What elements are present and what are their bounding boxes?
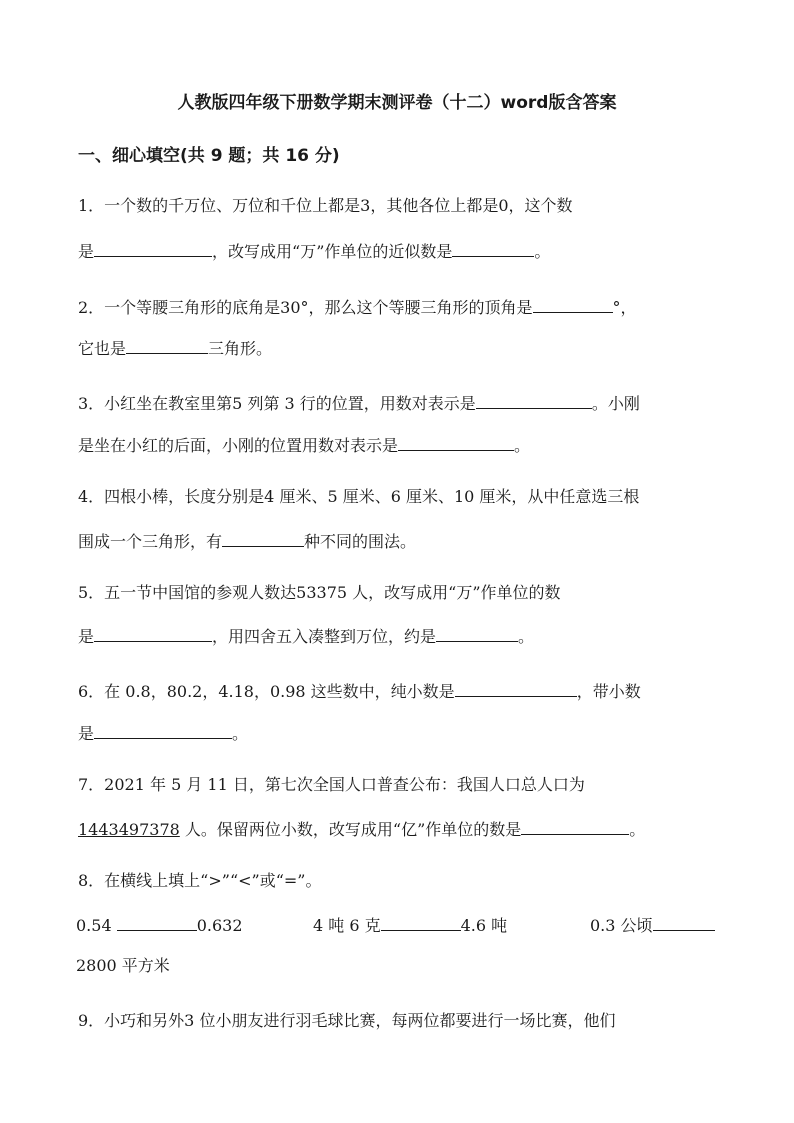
question-7-text: 7．2021 年 5 月 11 日，第七次全国人口普查公布：我国人口总人口为	[78, 775, 585, 794]
comparison-left: 0.54	[76, 916, 117, 935]
question-8-text: 8．在横线上填上“>”“<”或“=”。	[78, 871, 322, 890]
question-1-line-2	[78, 238, 738, 263]
answer-blank[interactable]	[452, 238, 534, 257]
question-6-text: ，带小数	[576, 682, 641, 701]
answer-blank[interactable]	[94, 623, 212, 642]
question-2-text: °，	[612, 298, 637, 317]
question-6-line-2	[78, 720, 738, 745]
question-5-text: 是	[78, 627, 95, 646]
answer-blank[interactable]	[381, 912, 461, 931]
comparison-left: 4 吨 6 克	[313, 916, 381, 935]
question-6-text: 。	[232, 724, 249, 743]
question-5-text: 5．五一节中国馆的参观人数达53375 人，改写成用“万”作单位的数	[78, 583, 561, 602]
question-6-text: 6．在 0.8，80.2，4.18，0.98 这些数中，纯小数是	[78, 682, 455, 701]
comparison-2	[313, 912, 507, 937]
question-1-text: ，改写成用“万”作单位的近似数是	[212, 242, 453, 261]
population-number: 1443497378	[78, 820, 180, 839]
comparison-left: 0.3 公顷	[590, 916, 653, 935]
question-3-line-1	[78, 390, 738, 415]
question-5-line-2	[78, 623, 738, 648]
question-4-text: 种不同的围法。	[304, 532, 417, 551]
comparison-right: 4.6 吨	[460, 916, 508, 935]
question-8-line-1	[78, 870, 738, 892]
question-6-line-1	[78, 678, 738, 703]
question-5-line-1	[78, 582, 738, 604]
answer-blank[interactable]	[94, 720, 232, 739]
question-3-text: 3．小红坐在教室里第5 列第 3 行的位置，用数对表示是	[78, 394, 476, 413]
question-3-text: 。	[514, 436, 531, 455]
question-7-text: 。	[629, 820, 646, 839]
question-2-line-1	[78, 294, 738, 319]
question-9-line-1	[78, 1010, 738, 1032]
question-2-text: 2．一个等腰三角形的底角是30°，那么这个等腰三角形的顶角是	[78, 298, 533, 317]
question-2-text: 它也是	[78, 339, 127, 358]
page-title: 人教版四年级下册数学期末测评卷（十二）word版含答案	[177, 93, 617, 113]
question-1-text: 1．一个数的千万位、万位和千位上都是3，其他各位上都是0，这个数	[78, 196, 573, 215]
question-6-text: 是	[78, 724, 95, 743]
answer-blank[interactable]	[94, 238, 212, 257]
comparison-right: 0.632	[196, 916, 243, 935]
question-2-text: 三角形。	[208, 339, 273, 358]
question-2-line-2	[78, 335, 738, 360]
question-4-text: 围成一个三角形，有	[78, 532, 223, 551]
question-4-text: 4．四根小棒，长度分别是4 厘米、5 厘米、6 厘米、10 厘米，从中任意选三根	[78, 487, 640, 506]
question-3-line-2	[78, 432, 738, 457]
comparison-1	[76, 912, 243, 937]
comparison-3-right: 2800 平方米	[76, 956, 170, 975]
question-1-line-1	[78, 195, 738, 217]
question-3-text: 。小刚	[591, 394, 640, 413]
answer-blank[interactable]	[533, 294, 613, 313]
answer-blank[interactable]	[653, 912, 715, 931]
answer-blank[interactable]	[222, 528, 304, 547]
question-7-line-2	[78, 816, 738, 841]
question-7-line-1	[78, 774, 738, 796]
answer-blank[interactable]	[398, 432, 514, 451]
question-9-text: 9．小巧和另外3 位小朋友进行羽毛球比赛，每两位都要进行一场比赛，他们	[78, 1011, 616, 1030]
question-3-text: 是坐在小红的后面，小刚的位置用数对表示是	[78, 436, 399, 455]
answer-blank[interactable]	[455, 678, 577, 697]
answer-blank[interactable]	[126, 335, 208, 354]
question-4-line-1	[78, 486, 738, 508]
answer-blank[interactable]	[117, 912, 197, 931]
question-4-line-2	[78, 528, 738, 553]
question-7-text: 人。保留两位小数，改写成用“亿”作单位的数是	[179, 820, 522, 839]
question-5-text: ，用四舍五入凑整到万位，约是	[212, 627, 437, 646]
question-1-text: 。	[534, 242, 551, 261]
question-5-text: 。	[518, 627, 535, 646]
section-heading: 一、细心填空(共 9 题；共 16 分)	[78, 146, 340, 166]
answer-blank[interactable]	[521, 816, 629, 835]
question-1-text: 是	[78, 242, 95, 261]
answer-blank[interactable]	[436, 623, 518, 642]
answer-blank[interactable]	[476, 390, 592, 409]
comparison-3	[590, 912, 715, 937]
